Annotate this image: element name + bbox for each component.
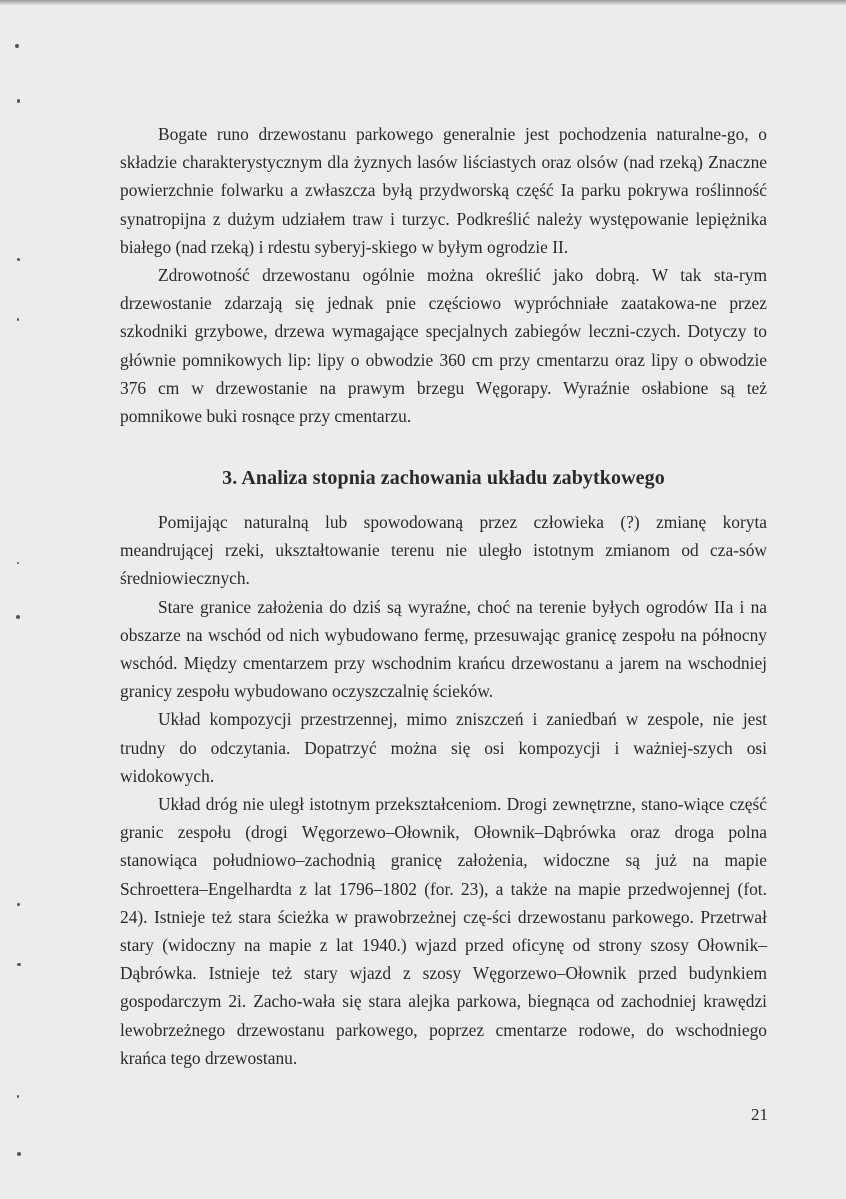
scan-speck xyxy=(17,903,20,906)
paragraph-pomijajac: Pomijając naturalną lub spowodowaną przez człowieka (?) zmianę koryta meandrującej rzeki, ukształtowanie terenu nie uległo istotnym zmianom od cza-sów średniowiecznych. xyxy=(120,512,767,589)
scan-speck xyxy=(17,1152,21,1156)
scan-top-edge xyxy=(0,0,846,5)
scan-speck xyxy=(17,562,19,564)
scan-speck xyxy=(17,318,19,321)
page-number: 21 xyxy=(751,1105,768,1124)
paragraph-zdrowotnosc: Zdrowotność drzewostanu ogólnie można określić jako dobrą. W tak sta-rym drzewostanie zdarzają się jednak pnie częściowo wypróchniałe zaatakowa-ne przez szkodniki grzybowe, drzewa wymagające specjalnych zabiegów leczni-czych. Dotyczy to głównie pomnikowych lip: lipy o obwodzie 360 cm przy cmentarzu oraz lipy o obwodzie 376 cm w drzewostanie na prawym brzegu Węgorapy. Wyraźnie osłabione są też pomnikowe buki rosnące przy cmentarzu. xyxy=(120,265,767,427)
scan-speck xyxy=(15,44,19,48)
paragraph-uklad-drog: Układ dróg nie uległ istotnym przekształceniom. Drogi zewnętrzne, stano-wiące część granic zespołu (drogi Węgorzewo–Ołownik, Ołownik–Dąbrówka oraz droga polna stanowiąca południowo–zachodnią granicę założenia, widoczne są już na mapie Schroettera–Engelhardta z lat 1796–1802 (for. 23), a także na mapie przedwojennej (fot. 24). Istnieje też stara ścieżka w prawobrzeżnej czę-ści drzewostanu parkowego. Przetrwał stary (widoczny na mapie z lat 1940.) wjazd przed oficynę od strony szosy Ołownik–Dąbrówka. Istnieje też stary wjazd z szosy Węgorzewo–Ołownik przed budynkiem gospodarczym 2i. Zacho-wała się stara alejka parkowa, biegnąca od zachodniej krawędzi lewobrzeżnego drzewostanu parkowego, poprzez cmentarze rodowe, do wschodniego krańca tego drzewostanu. xyxy=(120,794,767,1068)
section-heading: 3. Analiza stopnia zachowania układu zabytkowego xyxy=(222,467,665,489)
paragraph-uklad-kompozycji: Układ kompozycji przestrzennej, mimo zniszczeń i zaniedbań w zespole, nie jest trudny do odczytania. Dopatrzyć można się osi kompozycji i ważniej-szych osi widokowych. xyxy=(120,709,767,786)
scan-speck xyxy=(17,963,21,966)
section-1-text xyxy=(120,120,767,430)
scan-speck xyxy=(17,1095,19,1098)
paragraph-stare-granice: Stare granice założenia do dziś są wyraźne, choć na terenie byłych ogrodów IIa i na obszarze na wschód od nich wybudowano fermę, przesuwając granicę zespołu na północny wschód. Między cmentarzem przy wschodnim krańcu drzewostanu a jarem na wschodniej granicy zespołu wybudowano oczyszczalnię ścieków. xyxy=(120,596,767,702)
scan-speck xyxy=(16,615,20,619)
scan-speck xyxy=(17,258,20,261)
paragraph-runo: Bogate runo drzewostanu parkowego generalnie jest pochodzenia naturalne-go, o składzie charakterystycznym dla żyznych lasów liściastych oraz olsów (nad rzeką) Znaczne powierzchnie folwarku a zwłaszcza byłą przydworską część Ia parku pokrywa roślinność synatropijna z dużym udziałem traw i turzyc. Podkreślić należy występowanie lepiężnika białego (nad rzeką) i rdestu syberyj-skiego w byłym ogrodzie II. xyxy=(120,124,767,257)
scan-speck xyxy=(17,99,20,103)
section-2-text xyxy=(120,508,767,1072)
